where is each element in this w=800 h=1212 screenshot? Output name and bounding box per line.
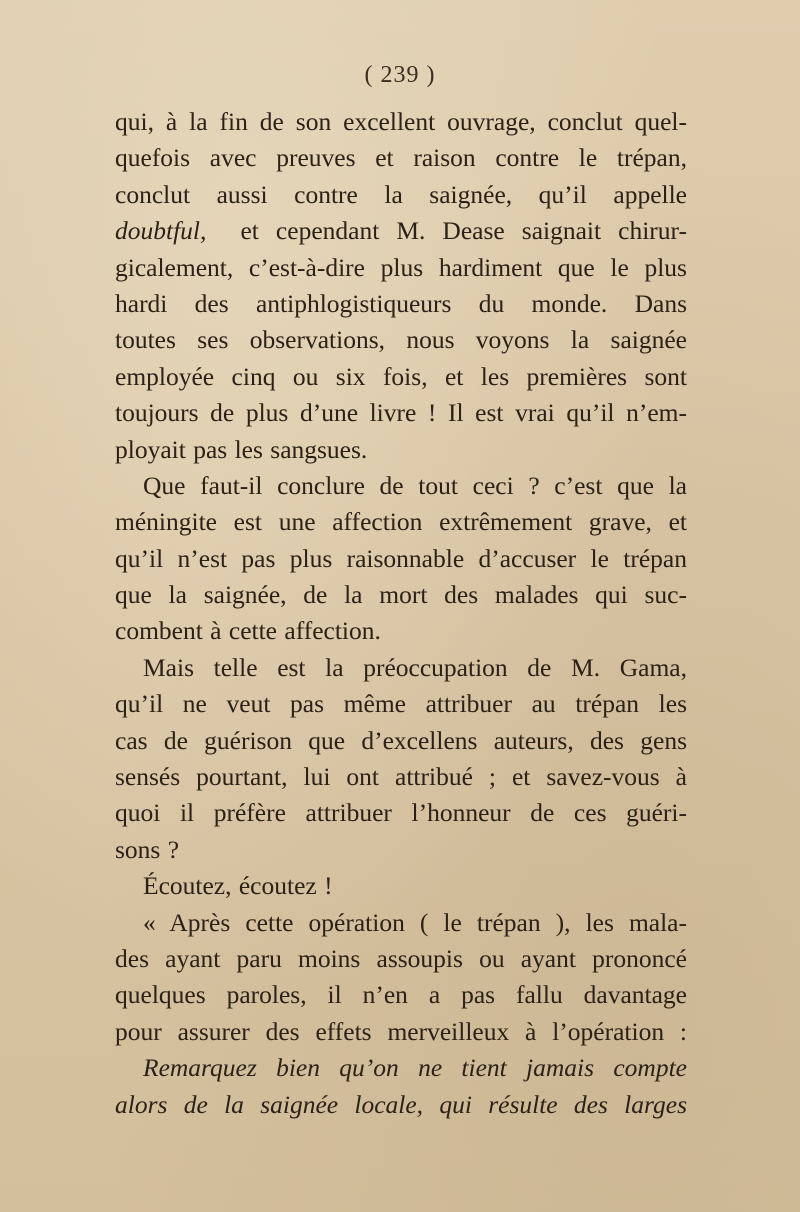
text-line: gicalement, c’est-à-dire plus hardiment que le plus	[115, 252, 687, 282]
text-line: qu’il n’est pas plus raisonnable d’accuser le trépan	[115, 543, 687, 573]
text-line: pour assurer des effets merveilleux à l’opération :	[115, 1016, 687, 1046]
page-number: ( 239 )	[364, 62, 436, 88]
text-line: quelques paroles, il n’en a pas fallu davantage	[115, 980, 687, 1010]
text-line: employée cinq ou six fois, et les premières sont	[115, 361, 687, 391]
text-line: Que faut-il conclure de tout ceci ? c’est que la	[143, 470, 687, 500]
text-line-rest: et cependant M. Dease saignait chirur-	[240, 216, 687, 246]
text-line: toujours de plus d’une livre ! Il est vrai qu’il n’em-	[115, 398, 687, 428]
text-line: qui, à la fin de son excellent ouvrage, conclut quel-	[115, 107, 687, 136]
text-line: hardi des antiphlogistiqueurs du monde. Dans	[115, 288, 687, 318]
text-line: toutes ses observations, nous voyons la saignée	[115, 325, 687, 355]
text-line: sons ?	[115, 834, 180, 864]
text-line: sensés pourtant, lui ont attribué ; et savez-vous à	[115, 762, 687, 792]
text-line: méningite est une affection extrêmement grave, et	[115, 507, 687, 537]
text-line: ployait pas les sangsues.	[115, 434, 368, 464]
italic-term: doubtful,	[115, 216, 207, 246]
text-line: combent à cette affection.	[115, 616, 381, 646]
text-line: « Après cette opération ( le trépan ), les mala-	[143, 907, 687, 937]
text-line: des ayant paru moins assoupis ou ayant prononcé	[115, 943, 687, 973]
text-line: alors de la saignée locale, qui résulte des larges	[115, 1089, 687, 1119]
body-text	[115, 104, 687, 1123]
text-line: cas de guérison que d’excellens auteurs, des gens	[115, 725, 687, 755]
text-line: Écoutez, écoutez !	[143, 871, 333, 901]
text-line: conclut aussi contre la saignée, qu’il appelle	[115, 179, 687, 209]
text-line: qu’il ne veut pas même attribuer au trépan les	[115, 689, 687, 719]
text-line	[115, 213, 687, 249]
text-line: quefois avec preuves et raison contre le trépan,	[115, 143, 687, 173]
text-line: quoi il préfère attribuer l’honneur de ces guéri-	[115, 798, 687, 828]
text-line: Mais telle est la préoccupation de M. Gama,	[143, 652, 687, 682]
text-line: que la saignée, de la mort des malades qui suc-	[115, 580, 687, 610]
text-line: Remarquez bien qu’on ne tient jamais compte	[143, 1053, 687, 1083]
